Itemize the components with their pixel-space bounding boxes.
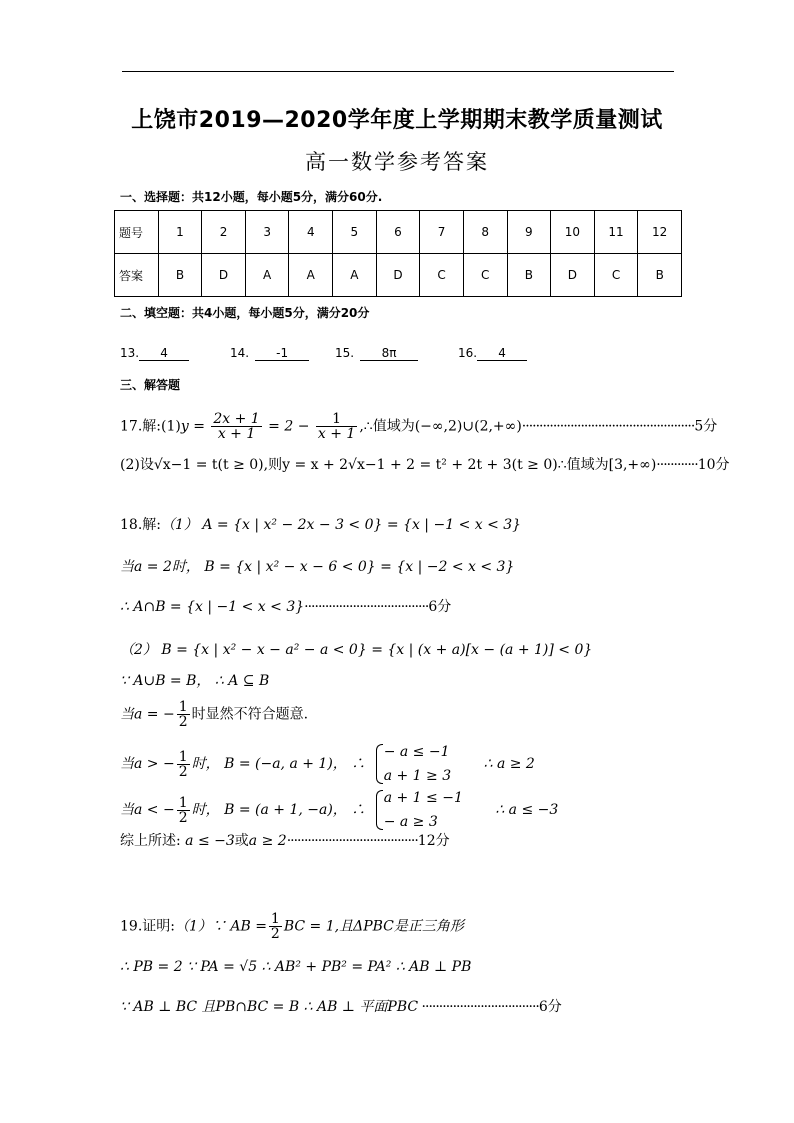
q18-set-a: （1） A = {x | x² − 2x − 3 < 0} = {x | −1 < x < 3} xyxy=(160,517,522,533)
table-cell: 8 xyxy=(463,211,507,254)
document-title: 上饶市2019—2020学年度上学期期末教学质量测试 xyxy=(131,108,663,133)
section1-heading: 一、选择题：共12小题，每小题5分，满分60分. xyxy=(120,190,383,204)
fill-blank: -1 xyxy=(255,346,309,361)
q19-label: 19.证明: xyxy=(120,918,175,935)
table-cell: 12 xyxy=(638,211,682,254)
row-label: 题号 xyxy=(115,211,159,254)
fraction: $\frac{1}{2}$ xyxy=(178,748,188,780)
document-subtitle: 高一数学参考答案 xyxy=(305,150,489,174)
fill-blank: 8π xyxy=(360,346,418,361)
table-cell: C xyxy=(463,254,507,297)
table-cell: D xyxy=(376,254,420,297)
q18-score2: 12分 xyxy=(417,833,450,849)
q17-label: 17.解: xyxy=(120,418,161,435)
q17-line1: 17.解:(1)y = $\frac{2x + 1}{x + 1}$ = 2 − $\frac{1}{x + 1}$ ,∴值域为(−∞,2)∪(2,+∞)··················································5分 xyxy=(120,411,718,442)
fraction: $\frac{2x + 1}{x + 1}$ xyxy=(213,411,260,442)
fill-blank: 4 xyxy=(477,346,527,361)
table-cell: B xyxy=(638,254,682,297)
q18-case2 xyxy=(120,786,558,834)
system-line: a + 1 ≤ −1 xyxy=(383,790,463,806)
q18-case1-pre: 当a > − xyxy=(120,756,175,772)
table-cell: 11 xyxy=(594,211,638,254)
table-cell: 1 xyxy=(158,211,202,254)
leader-dots: ·································· xyxy=(418,999,539,1015)
q18-case0-pre: 当a = − xyxy=(120,706,175,723)
table-cell: A xyxy=(289,254,333,297)
q19-line1 xyxy=(120,912,464,941)
q17-score2: 10分 xyxy=(697,457,730,473)
q19-line2-text: ∴ PB = 2 ∵ PA = √5 ∴ AB² + PB² = PA² ∴ AB ⊥ PB xyxy=(120,959,472,975)
table-cell: 3 xyxy=(245,211,289,254)
formula-y: y = xyxy=(180,418,205,435)
leader-dots: ············ xyxy=(656,457,698,473)
q18-case1-result: ∴ a ≥ 2 xyxy=(483,756,535,772)
table-cell: B xyxy=(507,254,551,297)
q18-case2-pre: 当a < − xyxy=(120,802,175,818)
answer-table xyxy=(114,210,682,297)
q18-summary xyxy=(120,832,450,850)
inequality-system xyxy=(374,740,451,788)
q19-score1: 6分 xyxy=(538,999,562,1015)
table-cell: 2 xyxy=(202,211,246,254)
table-row-numbers xyxy=(115,211,682,254)
q18-line1 xyxy=(120,516,521,534)
fill-number: 15. xyxy=(335,346,355,360)
inequality-system xyxy=(374,786,463,834)
leader-dots: ······································ xyxy=(286,833,418,849)
formula-eq: = 2 − xyxy=(268,418,310,435)
fraction: $\frac{1}{2}$ xyxy=(270,911,280,942)
table-cell: D xyxy=(202,254,246,297)
q17-part2: (2)设√x−1 = t(t ≥ 0),则y = x + 2√x−1 + 2 = t² + 2t + 3(t ≥ 0)∴值域为[3,+∞) xyxy=(120,457,657,473)
summary-a: a ≤ −3 xyxy=(185,833,235,849)
q18-line2 xyxy=(120,558,514,576)
table-cell: 7 xyxy=(420,211,464,254)
fill-item-16 xyxy=(458,346,527,361)
table-cell: A xyxy=(333,254,377,297)
q18-case2-mid: 时， B = (a + 1, −a)， ∴ xyxy=(191,802,366,818)
q17-range: ∴值域为(−∞,2)∪(2,+∞) xyxy=(363,418,522,435)
fraction: $\frac{1}{x + 1}$ xyxy=(317,411,356,442)
leader-dots: ·················································· xyxy=(521,418,695,435)
table-cell: C xyxy=(594,254,638,297)
q17-line2 xyxy=(120,456,730,474)
fraction: $\frac{1}{2}$ xyxy=(178,794,188,826)
fill-number: 14. xyxy=(230,346,250,360)
q17-score1: 5分 xyxy=(694,418,718,435)
fraction: $\frac{1}{2}$ xyxy=(178,699,188,730)
fill-item-14 xyxy=(230,346,309,361)
q18-set-b2: （2） B = {x | x² − x − a² − a < 0} = {x | (x + a)[x − (a + 1)] < 0} xyxy=(120,642,593,658)
q18-line6 xyxy=(120,700,308,729)
system-line: − a ≥ 3 xyxy=(383,814,438,830)
q18-intersection: ∴ A∩B = {x | −1 < x < 3} xyxy=(120,599,305,615)
q18-case1-mid: 时， B = (−a, a + 1)， ∴ xyxy=(191,756,366,772)
table-cell: 6 xyxy=(376,211,420,254)
q18-label: 18.解: xyxy=(120,517,161,533)
fill-number: 13. xyxy=(120,346,140,360)
table-cell: 10 xyxy=(551,211,595,254)
summary-b: a ≥ 2 xyxy=(248,833,287,849)
q19-line1-post: BC = 1,且ΔPBC是正三角形 xyxy=(283,918,464,935)
section2-heading: 二、填空题：共4小题，每小题5分，满分20分 xyxy=(120,306,370,320)
q19-line3-text: ∵ AB ⊥ BC 且PB∩BC = B ∴ AB ⊥ 平面PBC xyxy=(120,999,419,1015)
table-cell: 9 xyxy=(507,211,551,254)
q19-line1-pre: （1）∵ AB = xyxy=(174,918,267,935)
fill-number: 16. xyxy=(458,346,478,360)
table-cell: A xyxy=(245,254,289,297)
table-cell: D xyxy=(551,254,595,297)
fill-blank: 4 xyxy=(139,346,189,361)
table-cell: 4 xyxy=(289,211,333,254)
leader-dots: ···································· xyxy=(304,599,429,615)
section3-heading: 三、解答题 xyxy=(120,378,181,392)
summary-or: 或 xyxy=(234,833,249,849)
fill-item-15 xyxy=(335,346,418,361)
summary-label: 综上所述: xyxy=(120,833,181,849)
q18-set-b: 当a = 2时， B = {x | x² − x − 6 < 0} = {x | −2 < x < 3} xyxy=(120,559,515,575)
q18-line3 xyxy=(120,598,451,616)
q18-line4 xyxy=(120,641,592,659)
q19-line2 xyxy=(120,958,471,976)
q18-case2-result: ∴ a ≤ −3 xyxy=(495,802,559,818)
table-row-answers xyxy=(115,254,682,297)
row-label: 答案 xyxy=(115,254,159,297)
table-cell: 5 xyxy=(333,211,377,254)
table-cell: C xyxy=(420,254,464,297)
q18-line5 xyxy=(120,672,269,690)
q18-union: ∵ A∪B = B， ∴ A ⊆ B xyxy=(120,673,270,689)
q19-line3 xyxy=(120,998,562,1016)
top-rule xyxy=(122,71,674,72)
table-cell: B xyxy=(158,254,202,297)
fill-item-13 xyxy=(120,346,189,361)
q18-score1: 6分 xyxy=(428,599,452,615)
q17-part1-prefix: (1) xyxy=(160,418,181,435)
system-line: a + 1 ≥ 3 xyxy=(383,768,452,784)
q18-case1 xyxy=(120,740,535,788)
system-line: − a ≤ −1 xyxy=(383,744,450,760)
q18-case0-post: 时显然不符合题意. xyxy=(191,706,309,723)
